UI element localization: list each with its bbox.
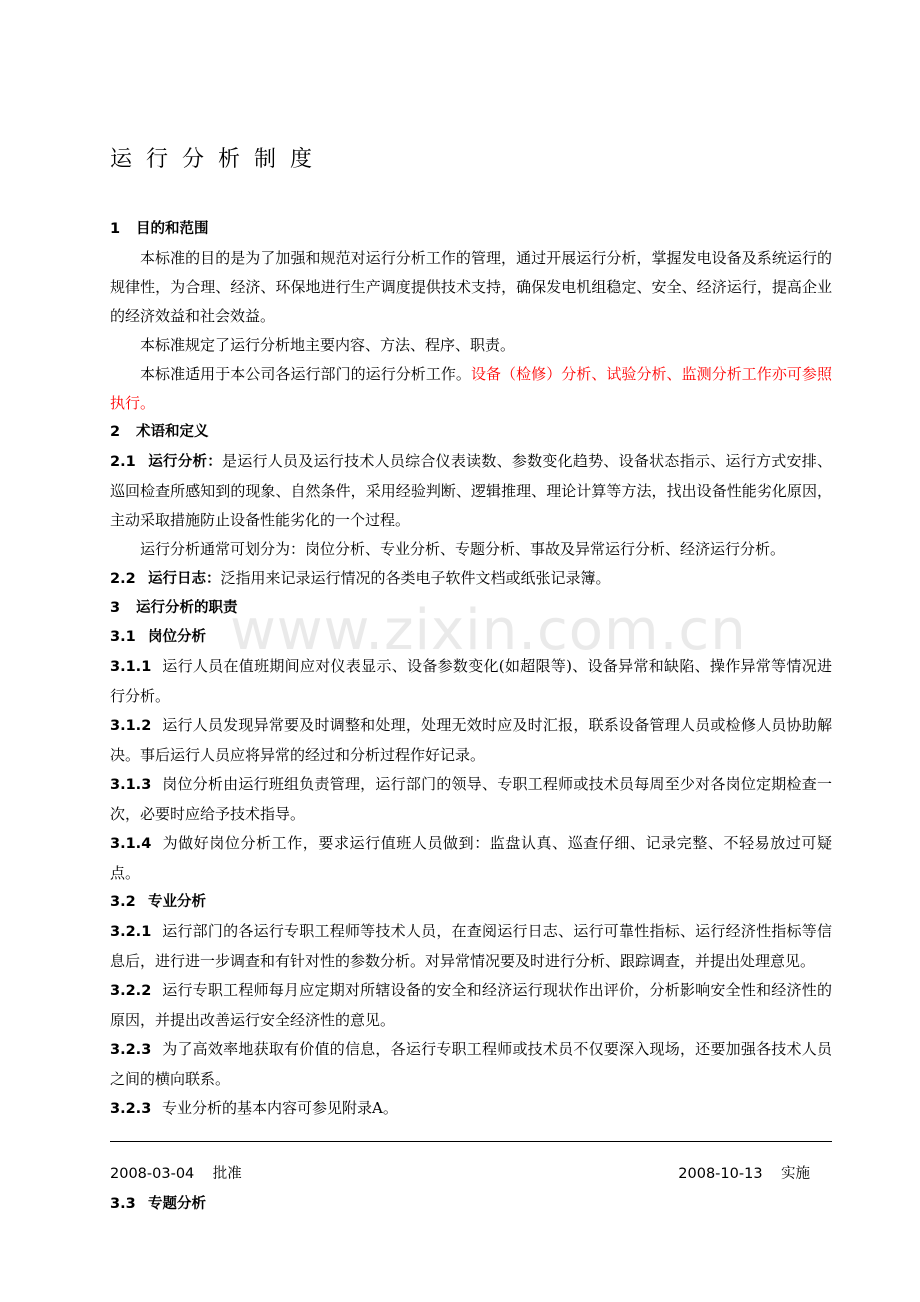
clause (110, 1094, 832, 1124)
clause-text: 运行专职工程师每月应定期对所辖设备的安全和经济运行现状作出评价，分析影响安全性和经济性的原因，并提出改善运行安全经济性的意见。 (110, 981, 832, 1029)
approve-date: 2008-03-04 (110, 1166, 195, 1182)
implementation-info (678, 1162, 810, 1183)
subsection-number: 3.1 (110, 629, 136, 645)
term-name: 运行分析： (148, 454, 223, 470)
approve-label: 批准 (212, 1166, 242, 1182)
clause-number: 3.1.4 (110, 836, 152, 852)
clause (110, 917, 832, 976)
term-text: 泛指用来记录运行情况的各类电子软件文档或纸张记录簿。 (220, 569, 611, 587)
clause-text: 为做好岗位分析工作，要求运行值班人员做到：监盘认真、巡查仔细、记录完整、不轻易放过可疑点。 (110, 834, 832, 882)
subsection-heading (110, 623, 832, 652)
subsection-heading (110, 1192, 206, 1213)
clause-text: 运行部门的各运行专职工程师等技术人员，在查阅运行日志、运行可靠性指标、运行经济性指标等信息后，进行进一步调查和有针对性的参数分析。对异常情况要及时进行分析、跟踪调查，并提出处理意见。 (110, 922, 832, 970)
clause-number: 3.2.3 (110, 1042, 152, 1058)
section-title: 术语和定义 (136, 424, 209, 440)
clause-number: 3.2.2 (110, 983, 152, 999)
implement-date: 2008-10-13 (678, 1166, 763, 1182)
term-number: 2.2 (110, 571, 136, 587)
document-title: 运行分析制度 (110, 147, 327, 172)
subsection-title: 专业分析 (148, 894, 206, 910)
subsection-number: 3.3 (110, 1196, 136, 1212)
footer-divider (110, 1141, 832, 1142)
clause-number: 3.1.2 (110, 718, 152, 734)
clause-number: 3.2.1 (110, 924, 152, 940)
section-number: 3 (110, 600, 121, 616)
highlighted-text: 设备（检修）分析、试验分析、监测分析工作亦可参照执行。 (110, 365, 832, 412)
term-number: 2.1 (110, 454, 136, 470)
clause-text: 运行人员发现异常要及时调整和处理，处理无效时应及时汇报，联系设备管理人员或检修人员协助解决。事后运行人员应将异常的经过和分析过程作好记录。 (110, 716, 832, 764)
clause-text: 岗位分析由运行班组负责管理，运行部门的领导、专职工程师或技术员每周至少对各岗位定期检查一次，必要时应给予技术指导。 (110, 775, 832, 823)
section-number: 2 (110, 424, 121, 440)
document-body (110, 215, 832, 1124)
clause (110, 1035, 832, 1094)
term-definition (110, 447, 832, 535)
clause-number: 3.1.3 (110, 777, 152, 793)
clause (110, 829, 832, 888)
section-2-heading (110, 418, 832, 447)
term-text: 是运行人员及运行技术人员综合仪表读数、参数变化趋势、设备状态指示、运行方式安排、巡回检查所感知到的现象、自然条件，采用经验判断、逻辑推理、理论计算等方法，找出设备性能劣化原因，主动采取措施防止设备性能劣化的一个过程。 (110, 452, 832, 529)
clause-text: 运行人员在值班期间应对仪表显示、设备参数变化(如超限等)、设备异常和缺陷、操作异常等情况进行分析。 (110, 657, 832, 705)
clause-number: 3.1.1 (110, 659, 152, 675)
paragraph: 运行分析通常可划分为：岗位分析、专业分析、专题分析、事故及异常运行分析、经济运行分析。 (140, 540, 786, 558)
clause-number: 3.2.3 (110, 1101, 152, 1117)
implement-label: 实施 (781, 1166, 810, 1182)
paragraph-text: 本标准适用于本公司各运行部门的运行分析工作。 (140, 365, 471, 383)
clause (110, 976, 832, 1035)
section-title: 运行分析的职责 (136, 600, 238, 616)
paragraph: 本标准的目的是为了加强和规范对运行分析工作的管理，通过开展运行分析，掌握发电设备及系统运行的规律性，为合理、经济、环保地进行生产调度提供技术支持，确保发电机组稳定、安全、经济运行，提高企业的经济效益和社会效益。 (110, 249, 832, 325)
subsection-title: 岗位分析 (148, 629, 206, 645)
clause-text: 为了高效率地获取有价值的信息，各运行专职工程师或技术员不仅要深入现场，还要加强各技术人员之间的横向联系。 (110, 1040, 832, 1088)
clause (110, 652, 832, 711)
clause-text: 专业分析的基本内容可参见附录A。 (162, 1099, 398, 1117)
section-number: 1 (110, 221, 121, 237)
subsection-title: 专题分析 (148, 1196, 206, 1212)
paragraph: 本标准规定了运行分析地主要内容、方法、程序、职责。 (140, 336, 516, 354)
section-title: 目的和范围 (136, 221, 209, 237)
subsection-heading (110, 888, 832, 917)
approval-info (110, 1162, 242, 1183)
clause (110, 770, 832, 829)
section-1-heading (110, 215, 832, 244)
clause (110, 711, 832, 770)
term-definition (110, 564, 832, 594)
subsection-number: 3.2 (110, 894, 136, 910)
paragraph (110, 360, 832, 418)
section-3-heading (110, 594, 832, 623)
term-name: 运行日志： (148, 571, 221, 587)
watermark: www.zixin.com.cn (230, 598, 747, 663)
